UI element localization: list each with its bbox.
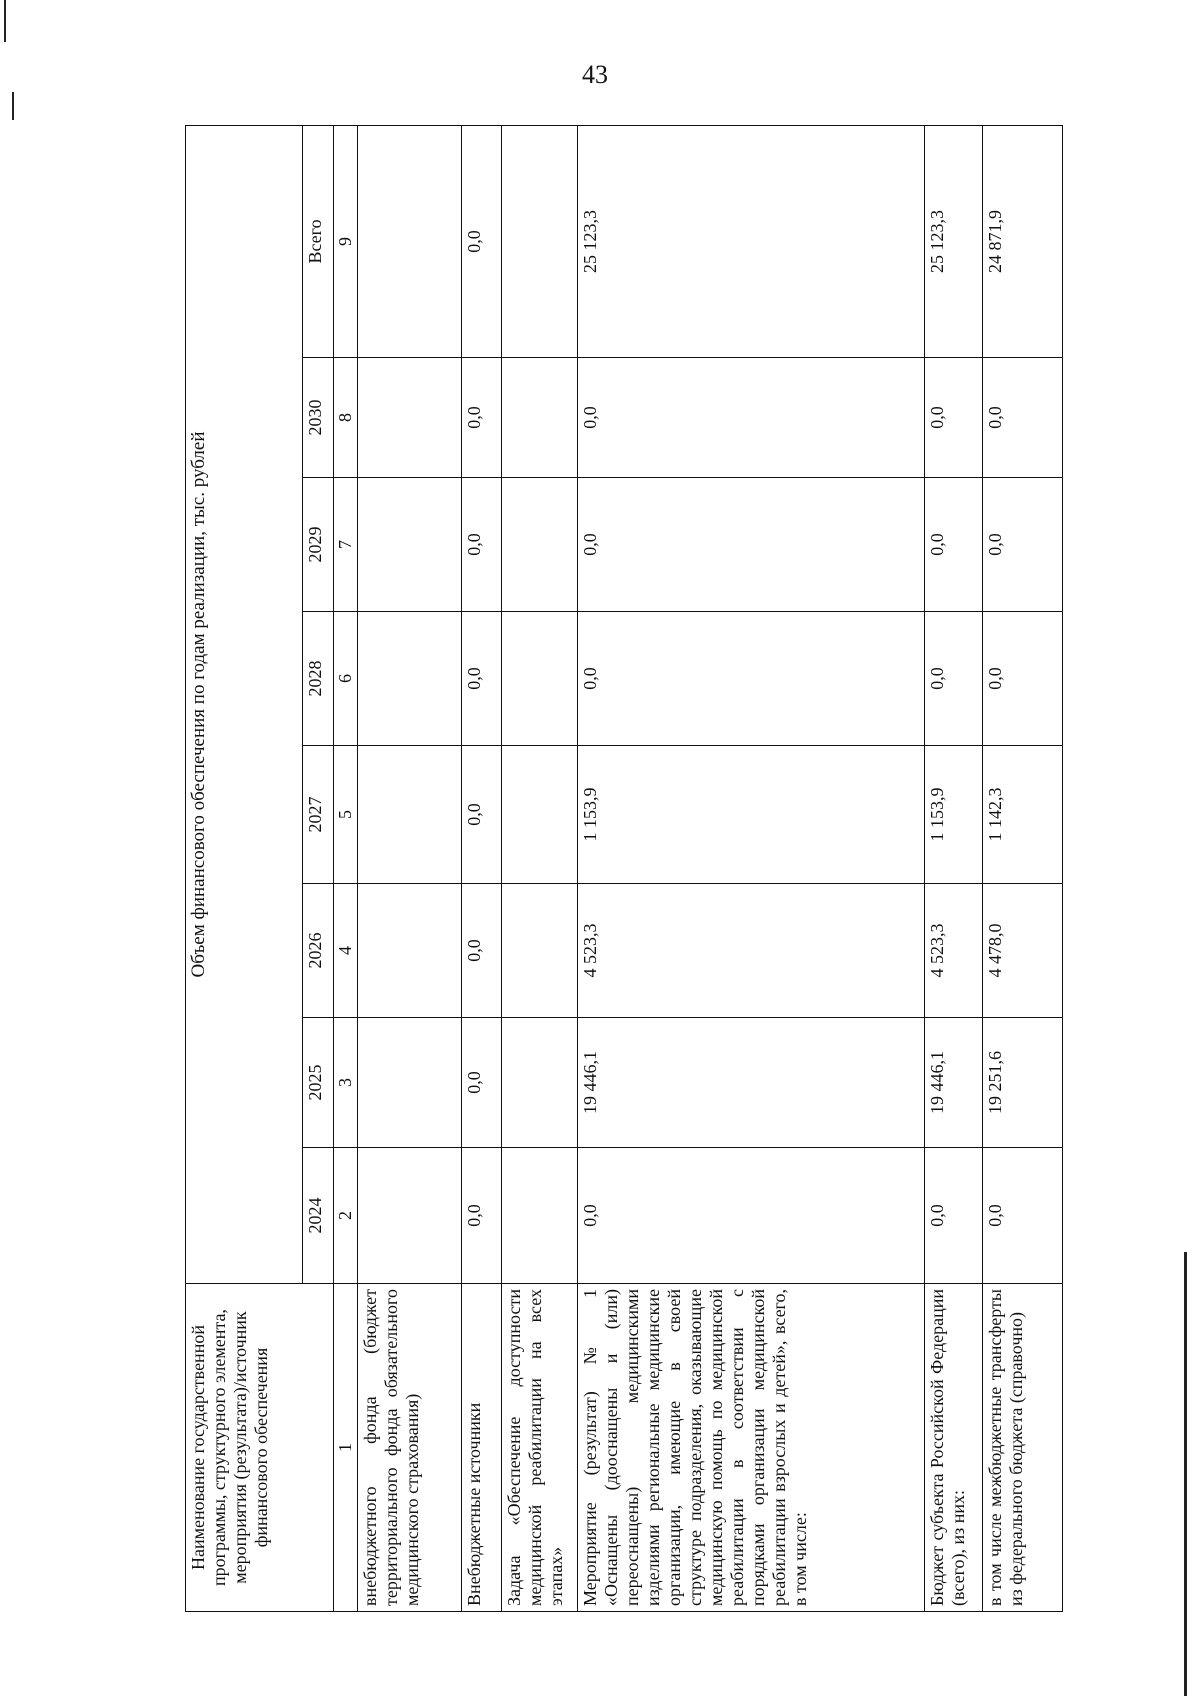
row-value: 0,0 (462, 358, 502, 478)
row-value: 25 123,3 (925, 125, 982, 357)
row-value: 0,0 (462, 125, 502, 357)
column-number: 3 (334, 1018, 358, 1148)
row-value: 0,0 (982, 1148, 1062, 1284)
header-year: 2029 (303, 478, 334, 612)
row-value: 0,0 (462, 1148, 502, 1284)
table-row (358, 125, 462, 1611)
row-value: 4 523,3 (925, 884, 982, 1018)
row-value (358, 478, 462, 612)
row-value: 0,0 (462, 612, 502, 746)
column-number: 4 (334, 884, 358, 1018)
row-value (358, 358, 462, 478)
row-value (502, 125, 578, 357)
row-value (502, 1018, 578, 1148)
row-name: Бюджет субъекта Российской Федерации (всего), из них: (925, 1284, 982, 1612)
scan-mark-right (1184, 1252, 1187, 1696)
row-value (358, 612, 462, 746)
row-value: 0,0 (578, 1148, 925, 1284)
row-value: 0,0 (578, 612, 925, 746)
row-value: 1 142,3 (982, 746, 1062, 884)
row-value (358, 1018, 462, 1148)
header-year: 2026 (303, 884, 334, 1018)
row-value: 0,0 (462, 478, 502, 612)
row-value: 19 446,1 (578, 1018, 925, 1148)
column-numbers-row (334, 125, 358, 1611)
row-value: 19 446,1 (925, 1018, 982, 1148)
column-number: 8 (334, 358, 358, 478)
table-row (925, 125, 982, 1611)
row-value: 19 251,6 (982, 1018, 1062, 1148)
row-value: 0,0 (982, 358, 1062, 478)
row-value: 0,0 (578, 478, 925, 612)
row-value (502, 884, 578, 1018)
row-value: 0,0 (578, 358, 925, 478)
row-value: 0,0 (462, 1018, 502, 1148)
row-value: 1 153,9 (925, 746, 982, 884)
row-name: Внебюджетные источники (462, 1284, 502, 1612)
row-value: 25 123,3 (578, 125, 925, 357)
row-value: 4 478,0 (982, 884, 1062, 1018)
column-number: 7 (334, 478, 358, 612)
row-value: 0,0 (462, 746, 502, 884)
table-row (982, 125, 1062, 1611)
row-value: 1 153,9 (578, 746, 925, 884)
row-value (358, 746, 462, 884)
header-year: 2024 (303, 1148, 334, 1284)
row-value: 0,0 (925, 358, 982, 478)
row-value: 4 523,3 (578, 884, 925, 1018)
row-value (502, 746, 578, 884)
row-value: 24 871,9 (982, 125, 1062, 357)
row-value: 0,0 (462, 884, 502, 1018)
row-value: 0,0 (925, 478, 982, 612)
header-year: 2028 (303, 612, 334, 746)
header-volume-title: Объем финансового обеспечения по годам реализации, тыс. рублей (186, 125, 303, 1283)
row-value (358, 884, 462, 1018)
row-name: Мероприятие (результат) № 1 «Оснащены (дооснащены и (или) переоснащены) медицинскими изделиями региональные медицинские организации, имеющие в своей структуре подразделения, оказывающие медицинскую помощь по медицинской реабилитации в соответствии с порядками организации медицинской реабилитации взрослых и детей», всего, в том числе: (578, 1284, 925, 1612)
page-number: 43 (582, 60, 608, 89)
row-value (358, 1148, 462, 1284)
row-value: 0,0 (982, 478, 1062, 612)
header-row-1 (186, 125, 303, 1611)
row-name: Задача «Обеспечение доступности медицинской реабилитации на всех этапах» (502, 1284, 578, 1612)
row-value: 0,0 (925, 1148, 982, 1284)
scan-mark-top (4, 0, 6, 42)
row-value (358, 125, 462, 357)
table-row (578, 125, 925, 1611)
row-value (502, 358, 578, 478)
scan-mark-middle (12, 92, 14, 120)
column-number: 5 (334, 746, 358, 884)
column-number: 2 (334, 1148, 358, 1284)
table-row (502, 125, 578, 1611)
header-year: 2027 (303, 746, 334, 884)
row-value: 0,0 (982, 612, 1062, 746)
header-year: Всего (303, 125, 334, 357)
row-name: в том числе межбюджетные трансферты из федерального бюджета (справочно) (982, 1284, 1062, 1612)
header-year: 2025 (303, 1018, 334, 1148)
row-value (502, 478, 578, 612)
rotated-table-container (185, 126, 1063, 1612)
row-value: 0,0 (925, 612, 982, 746)
column-number: 1 (334, 1284, 358, 1612)
header-year: 2030 (303, 358, 334, 478)
column-number: 9 (334, 125, 358, 357)
row-name: внебюджетного фонда (бюджет территориального фонда обязательного медицинского страхования) (358, 1284, 462, 1612)
row-value (502, 1148, 578, 1284)
financing-table (185, 125, 1063, 1612)
column-number: 6 (334, 612, 358, 746)
table-row (462, 125, 502, 1611)
header-name-column: Наименование государственной программы, структурного элемента, мероприятия (результата)/источник финансового обеспечения (186, 1284, 334, 1612)
row-value (502, 612, 578, 746)
